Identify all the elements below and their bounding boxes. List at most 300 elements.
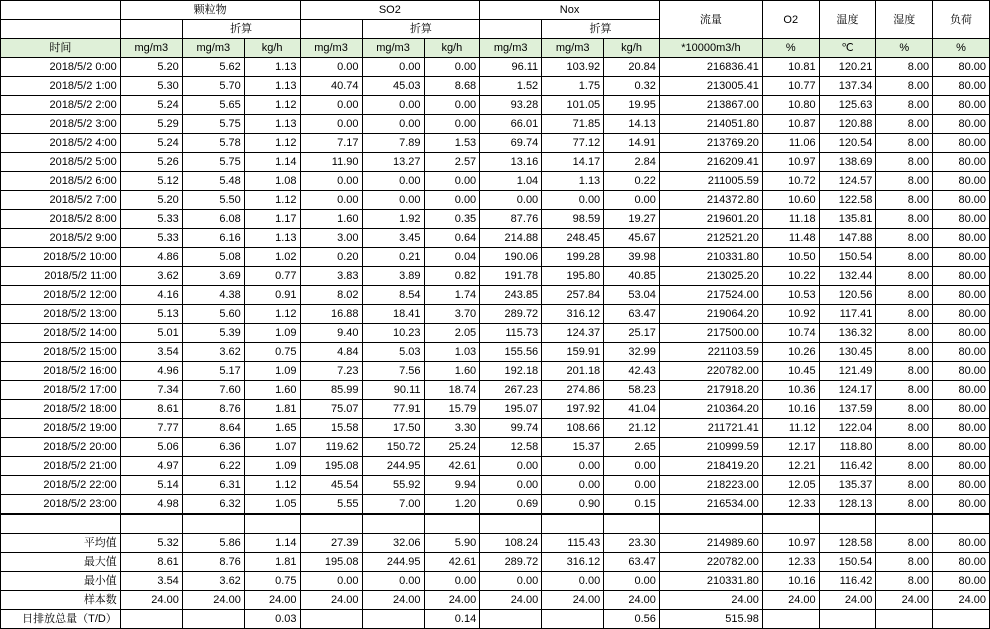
cell-value: 80.00 <box>933 248 990 267</box>
cell-value: 2.65 <box>604 438 660 457</box>
daily-total-empty-4 <box>362 610 424 629</box>
cell-value: 5.30 <box>120 77 182 96</box>
spacer-cell <box>120 515 182 534</box>
table-row <box>1 210 990 229</box>
cell-value: 1.60 <box>244 381 300 400</box>
cell-value: 4.97 <box>120 457 182 476</box>
summary-cell: 8.00 <box>876 553 933 572</box>
cell-value: 4.98 <box>120 495 182 514</box>
cell-value: 8.00 <box>876 362 933 381</box>
spacer-cell <box>604 515 660 534</box>
cell-value: 216534.00 <box>659 495 762 514</box>
summary-row <box>1 591 990 610</box>
cell-value: 267.23 <box>480 381 542 400</box>
cell-time: 2018/5/2 10:00 <box>1 248 121 267</box>
cell-value: 5.01 <box>120 324 182 343</box>
cell-value: 3.69 <box>182 267 244 286</box>
cell-value: 150.54 <box>819 248 876 267</box>
cell-value: 10.53 <box>762 286 819 305</box>
spacer-cell <box>362 515 424 534</box>
cell-value: 0.00 <box>542 476 604 495</box>
cell-value: 201.18 <box>542 362 604 381</box>
cell-value: 80.00 <box>933 476 990 495</box>
summary-cell: 0.75 <box>244 572 300 591</box>
column-header-so2-mgm3-conv: mg/m3 <box>362 39 424 58</box>
summary-cell: 3.54 <box>120 572 182 591</box>
table-row <box>1 305 990 324</box>
table-row <box>1 267 990 286</box>
cell-value: 124.57 <box>819 172 876 191</box>
cell-time: 2018/5/2 2:00 <box>1 96 121 115</box>
cell-value: 11.12 <box>762 419 819 438</box>
summary-cell: 24.00 <box>480 591 542 610</box>
cell-value: 10.23 <box>362 324 424 343</box>
cell-value: 90.11 <box>362 381 424 400</box>
cell-value: 5.50 <box>182 191 244 210</box>
cell-value: 8.00 <box>876 172 933 191</box>
cell-value: 0.21 <box>362 248 424 267</box>
cell-value: 1.75 <box>542 77 604 96</box>
cell-value: 80.00 <box>933 77 990 96</box>
cell-value: 1.08 <box>244 172 300 191</box>
summary-row <box>1 572 990 591</box>
cell-value: 5.17 <box>182 362 244 381</box>
summary-cell: 24.00 <box>244 591 300 610</box>
summary-cell: 0.00 <box>542 572 604 591</box>
cell-value: 0.00 <box>542 191 604 210</box>
cell-value: 80.00 <box>933 324 990 343</box>
cell-value: 10.81 <box>762 58 819 77</box>
summary-row <box>1 534 990 553</box>
cell-time: 2018/5/2 16:00 <box>1 362 121 381</box>
cell-value: 5.08 <box>182 248 244 267</box>
cell-value: 3.00 <box>300 229 362 248</box>
cell-value: 195.08 <box>300 457 362 476</box>
cell-value: 0.00 <box>424 58 480 77</box>
cell-value: 80.00 <box>933 305 990 324</box>
cell-value: 41.04 <box>604 400 660 419</box>
cell-value: 119.62 <box>300 438 362 457</box>
table-row <box>1 400 990 419</box>
summary-cell: 0.00 <box>604 572 660 591</box>
cell-value: 99.74 <box>480 419 542 438</box>
cell-value: 2.84 <box>604 153 660 172</box>
cell-value: 124.37 <box>542 324 604 343</box>
cell-value: 69.74 <box>480 134 542 153</box>
cell-value: 1.02 <box>244 248 300 267</box>
table-row <box>1 248 990 267</box>
cell-value: 3.62 <box>120 267 182 286</box>
spacer-cell <box>1 515 121 534</box>
table-row <box>1 191 990 210</box>
cell-value: 5.55 <box>300 495 362 514</box>
table-row <box>1 419 990 438</box>
cell-value: 13.27 <box>362 153 424 172</box>
table-row <box>1 58 990 77</box>
cell-value: 4.16 <box>120 286 182 305</box>
cell-value: 0.00 <box>480 476 542 495</box>
cell-value: 11.06 <box>762 134 819 153</box>
cell-value: 197.92 <box>542 400 604 419</box>
cell-value: 7.77 <box>120 419 182 438</box>
cell-value: 3.54 <box>120 343 182 362</box>
spacer-row <box>1 515 990 534</box>
cell-value: 213867.00 <box>659 96 762 115</box>
cell-value: 214.88 <box>480 229 542 248</box>
cell-value: 0.15 <box>604 495 660 514</box>
cell-value: 20.84 <box>604 58 660 77</box>
converted-label-so2 <box>300 20 362 39</box>
cell-value: 0.32 <box>604 77 660 96</box>
summary-cell: 8.76 <box>182 553 244 572</box>
cell-value: 0.77 <box>244 267 300 286</box>
cell-time: 2018/5/2 9:00 <box>1 229 121 248</box>
summary-cell: 116.42 <box>819 572 876 591</box>
cell-value: 7.56 <box>362 362 424 381</box>
cell-value: 8.00 <box>876 438 933 457</box>
cell-value: 212521.20 <box>659 229 762 248</box>
cell-value: 18.74 <box>424 381 480 400</box>
summary-cell: 8.00 <box>876 572 933 591</box>
cell-value: 115.73 <box>480 324 542 343</box>
cell-value: 13.16 <box>480 153 542 172</box>
table-row <box>1 286 990 305</box>
summary-cell: 24.00 <box>659 591 762 610</box>
cell-value: 80.00 <box>933 58 990 77</box>
cell-value: 3.70 <box>424 305 480 324</box>
summary-cell: 0.00 <box>480 572 542 591</box>
column-header-so2-kgh: kg/h <box>424 39 480 58</box>
cell-value: 8.00 <box>876 305 933 324</box>
cell-value: 1.12 <box>244 305 300 324</box>
cell-value: 121.49 <box>819 362 876 381</box>
cell-value: 16.88 <box>300 305 362 324</box>
cell-value: 15.37 <box>542 438 604 457</box>
cell-value: 0.00 <box>300 58 362 77</box>
cell-value: 0.00 <box>362 96 424 115</box>
cell-value: 248.45 <box>542 229 604 248</box>
cell-value: 8.00 <box>876 457 933 476</box>
table-row <box>1 476 990 495</box>
cell-value: 120.54 <box>819 134 876 153</box>
cell-value: 1.05 <box>244 495 300 514</box>
daily-total-empty-7 <box>762 610 819 629</box>
cell-value: 1.09 <box>244 457 300 476</box>
cell-value: 213005.41 <box>659 77 762 96</box>
summary-cell: 24.00 <box>933 591 990 610</box>
cell-value: 80.00 <box>933 134 990 153</box>
cell-value: 8.00 <box>876 153 933 172</box>
cell-value: 0.91 <box>244 286 300 305</box>
converted-label-pm-value: 折算 <box>182 20 300 39</box>
cell-value: 118.80 <box>819 438 876 457</box>
cell-value: 80.00 <box>933 191 990 210</box>
cell-value: 12.33 <box>762 495 819 514</box>
cell-value: 10.92 <box>762 305 819 324</box>
cell-value: 8.54 <box>362 286 424 305</box>
cell-value: 8.68 <box>424 77 480 96</box>
daily-total-flow: 515.98 <box>659 610 762 629</box>
summary-cell: 24.00 <box>362 591 424 610</box>
summary-cell: 214989.60 <box>659 534 762 553</box>
summary-cell: 0.00 <box>300 572 362 591</box>
summary-row-label: 平均值 <box>1 534 121 553</box>
cell-value: 5.14 <box>120 476 182 495</box>
daily-total-empty-1 <box>120 610 182 629</box>
cell-time: 2018/5/2 11:00 <box>1 267 121 286</box>
cell-value: 15.58 <box>300 419 362 438</box>
cell-time: 2018/5/2 15:00 <box>1 343 121 362</box>
summary-cell: 63.47 <box>604 553 660 572</box>
cell-value: 125.63 <box>819 96 876 115</box>
cell-value: 124.17 <box>819 381 876 400</box>
summary-cell: 42.61 <box>424 553 480 572</box>
cell-value: 5.24 <box>120 96 182 115</box>
cell-value: 15.79 <box>424 400 480 419</box>
daily-total-row <box>1 610 990 629</box>
column-header-temperature-unit: ℃ <box>819 39 876 58</box>
cell-value: 0.75 <box>244 343 300 362</box>
cell-value: 8.00 <box>876 229 933 248</box>
cell-value: 0.00 <box>424 96 480 115</box>
summary-cell: 24.00 <box>604 591 660 610</box>
cell-value: 1.92 <box>362 210 424 229</box>
cell-value: 5.24 <box>120 134 182 153</box>
cell-value: 8.00 <box>876 476 933 495</box>
cell-value: 80.00 <box>933 457 990 476</box>
cell-value: 199.28 <box>542 248 604 267</box>
cell-value: 0.69 <box>480 495 542 514</box>
cell-value: 210364.20 <box>659 400 762 419</box>
cell-value: 32.99 <box>604 343 660 362</box>
cell-value: 5.60 <box>182 305 244 324</box>
table-row <box>1 134 990 153</box>
spacer-cell <box>300 515 362 534</box>
cell-value: 219064.20 <box>659 305 762 324</box>
cell-value: 7.17 <box>300 134 362 153</box>
cell-value: 10.26 <box>762 343 819 362</box>
cell-value: 0.00 <box>362 58 424 77</box>
cell-value: 195.07 <box>480 400 542 419</box>
column-header-so2-mgm3: mg/m3 <box>300 39 362 58</box>
cell-value: 108.66 <box>542 419 604 438</box>
cell-value: 8.00 <box>876 419 933 438</box>
cell-value: 80.00 <box>933 210 990 229</box>
cell-value: 10.72 <box>762 172 819 191</box>
cell-value: 10.50 <box>762 248 819 267</box>
cell-value: 210331.80 <box>659 248 762 267</box>
cell-value: 9.40 <box>300 324 362 343</box>
cell-value: 14.13 <box>604 115 660 134</box>
cell-value: 11.48 <box>762 229 819 248</box>
cell-value: 5.06 <box>120 438 182 457</box>
cell-value: 221103.59 <box>659 343 762 362</box>
cell-value: 1.14 <box>244 153 300 172</box>
cell-value: 216836.41 <box>659 58 762 77</box>
cell-value: 138.69 <box>819 153 876 172</box>
cell-value: 5.39 <box>182 324 244 343</box>
group-header-so2: SO2 <box>300 1 480 20</box>
cell-value: 5.78 <box>182 134 244 153</box>
cell-value: 0.00 <box>480 191 542 210</box>
cell-value: 1.13 <box>244 77 300 96</box>
cell-value: 0.00 <box>424 172 480 191</box>
table-row <box>1 438 990 457</box>
cell-value: 96.11 <box>480 58 542 77</box>
cell-value: 5.26 <box>120 153 182 172</box>
summary-cell: 24.00 <box>542 591 604 610</box>
converted-label-so2-value: 折算 <box>362 20 480 39</box>
summary-cell: 0.00 <box>424 572 480 591</box>
cell-value: 77.12 <box>542 134 604 153</box>
cell-value: 10.22 <box>762 267 819 286</box>
cell-value: 0.22 <box>604 172 660 191</box>
cell-value: 1.12 <box>244 96 300 115</box>
cell-value: 135.37 <box>819 476 876 495</box>
cell-value: 2.57 <box>424 153 480 172</box>
cell-value: 21.12 <box>604 419 660 438</box>
cell-value: 40.74 <box>300 77 362 96</box>
cell-value: 10.36 <box>762 381 819 400</box>
cell-value: 218419.20 <box>659 457 762 476</box>
cell-value: 4.96 <box>120 362 182 381</box>
cell-value: 218223.00 <box>659 476 762 495</box>
cell-value: 8.00 <box>876 495 933 514</box>
column-header-row <box>1 39 990 58</box>
cell-value: 12.21 <box>762 457 819 476</box>
converted-label-pm <box>120 20 182 39</box>
column-header-nox-kgh: kg/h <box>604 39 660 58</box>
cell-value: 0.90 <box>542 495 604 514</box>
cell-value: 42.43 <box>604 362 660 381</box>
converted-label-nox-value: 折算 <box>542 20 660 39</box>
summary-cell: 289.72 <box>480 553 542 572</box>
cell-value: 9.94 <box>424 476 480 495</box>
summary-row <box>1 553 990 572</box>
spacer-cell <box>480 515 542 534</box>
cell-value: 80.00 <box>933 153 990 172</box>
cell-value: 8.00 <box>876 210 933 229</box>
cell-value: 10.87 <box>762 115 819 134</box>
column-header-flow-unit: *10000m3/h <box>659 39 762 58</box>
cell-time: 2018/5/2 18:00 <box>1 400 121 419</box>
table-row <box>1 495 990 514</box>
cell-value: 12.58 <box>480 438 542 457</box>
daily-total-nox: 0.56 <box>604 610 660 629</box>
cell-value: 155.56 <box>480 343 542 362</box>
cell-value: 80.00 <box>933 115 990 134</box>
cell-value: 137.59 <box>819 400 876 419</box>
cell-value: 6.36 <box>182 438 244 457</box>
cell-value: 8.00 <box>876 324 933 343</box>
converted-label-nox <box>480 20 542 39</box>
cell-value: 116.42 <box>819 457 876 476</box>
cell-value: 1.17 <box>244 210 300 229</box>
cell-value: 63.47 <box>604 305 660 324</box>
cell-value: 0.20 <box>300 248 362 267</box>
summary-cell: 0.00 <box>362 572 424 591</box>
cell-value: 7.34 <box>120 381 182 400</box>
cell-value: 0.00 <box>362 191 424 210</box>
daily-total-pm: 0.03 <box>244 610 300 629</box>
cell-value: 0.00 <box>480 457 542 476</box>
cell-value: 0.00 <box>604 476 660 495</box>
cell-value: 80.00 <box>933 343 990 362</box>
cell-value: 0.00 <box>300 115 362 134</box>
spacer-cell <box>244 515 300 534</box>
cell-value: 8.76 <box>182 400 244 419</box>
summary-cell: 128.58 <box>819 534 876 553</box>
corner-cell <box>1 1 121 20</box>
cell-value: 0.04 <box>424 248 480 267</box>
column-header-pm-mgm3: mg/m3 <box>120 39 182 58</box>
cell-value: 87.76 <box>480 210 542 229</box>
cell-value: 7.89 <box>362 134 424 153</box>
cell-value: 211005.59 <box>659 172 762 191</box>
daily-total-empty-9 <box>876 610 933 629</box>
daily-total-empty-5 <box>480 610 542 629</box>
cell-value: 42.61 <box>424 457 480 476</box>
cell-value: 147.88 <box>819 229 876 248</box>
spacer-cell <box>819 515 876 534</box>
cell-value: 5.62 <box>182 58 244 77</box>
cell-value: 8.00 <box>876 191 933 210</box>
cell-value: 3.83 <box>300 267 362 286</box>
summary-cell: 24.00 <box>876 591 933 610</box>
cell-value: 220782.00 <box>659 362 762 381</box>
cell-value: 0.00 <box>424 115 480 134</box>
spacer-cell <box>762 515 819 534</box>
corner-cell-2 <box>1 20 121 39</box>
cell-value: 10.74 <box>762 324 819 343</box>
cell-value: 80.00 <box>933 495 990 514</box>
group-header-pm: 颗粒物 <box>120 1 300 20</box>
summary-cell: 244.95 <box>362 553 424 572</box>
summary-cell: 5.90 <box>424 534 480 553</box>
summary-cell: 23.30 <box>604 534 660 553</box>
cell-value: 80.00 <box>933 362 990 381</box>
cell-value: 5.75 <box>182 153 244 172</box>
summary-cell: 5.32 <box>120 534 182 553</box>
spacer-cell <box>182 515 244 534</box>
summary-cell: 220782.00 <box>659 553 762 572</box>
cell-value: 7.60 <box>182 381 244 400</box>
cell-value: 132.44 <box>819 267 876 286</box>
cell-value: 8.00 <box>876 267 933 286</box>
cell-value: 117.41 <box>819 305 876 324</box>
cell-value: 1.12 <box>244 191 300 210</box>
cell-value: 39.98 <box>604 248 660 267</box>
summary-cell: 210331.80 <box>659 572 762 591</box>
summary-cell: 316.12 <box>542 553 604 572</box>
summary-row-label: 最小值 <box>1 572 121 591</box>
cell-value: 12.17 <box>762 438 819 457</box>
cell-value: 217524.00 <box>659 286 762 305</box>
column-header-pm-mgm3-conv: mg/m3 <box>182 39 244 58</box>
cell-value: 8.00 <box>876 381 933 400</box>
cell-value: 5.33 <box>120 229 182 248</box>
cell-value: 192.18 <box>480 362 542 381</box>
cell-value: 1.04 <box>480 172 542 191</box>
group-header-o2: O2 <box>762 1 819 39</box>
group-header-temperature: 温度 <box>819 1 876 39</box>
cell-value: 3.62 <box>182 343 244 362</box>
daily-total-label: 日排放总量（T/D） <box>1 610 121 629</box>
cell-time: 2018/5/2 17:00 <box>1 381 121 400</box>
cell-time: 2018/5/2 22:00 <box>1 476 121 495</box>
cell-value: 0.00 <box>542 457 604 476</box>
cell-value: 80.00 <box>933 286 990 305</box>
